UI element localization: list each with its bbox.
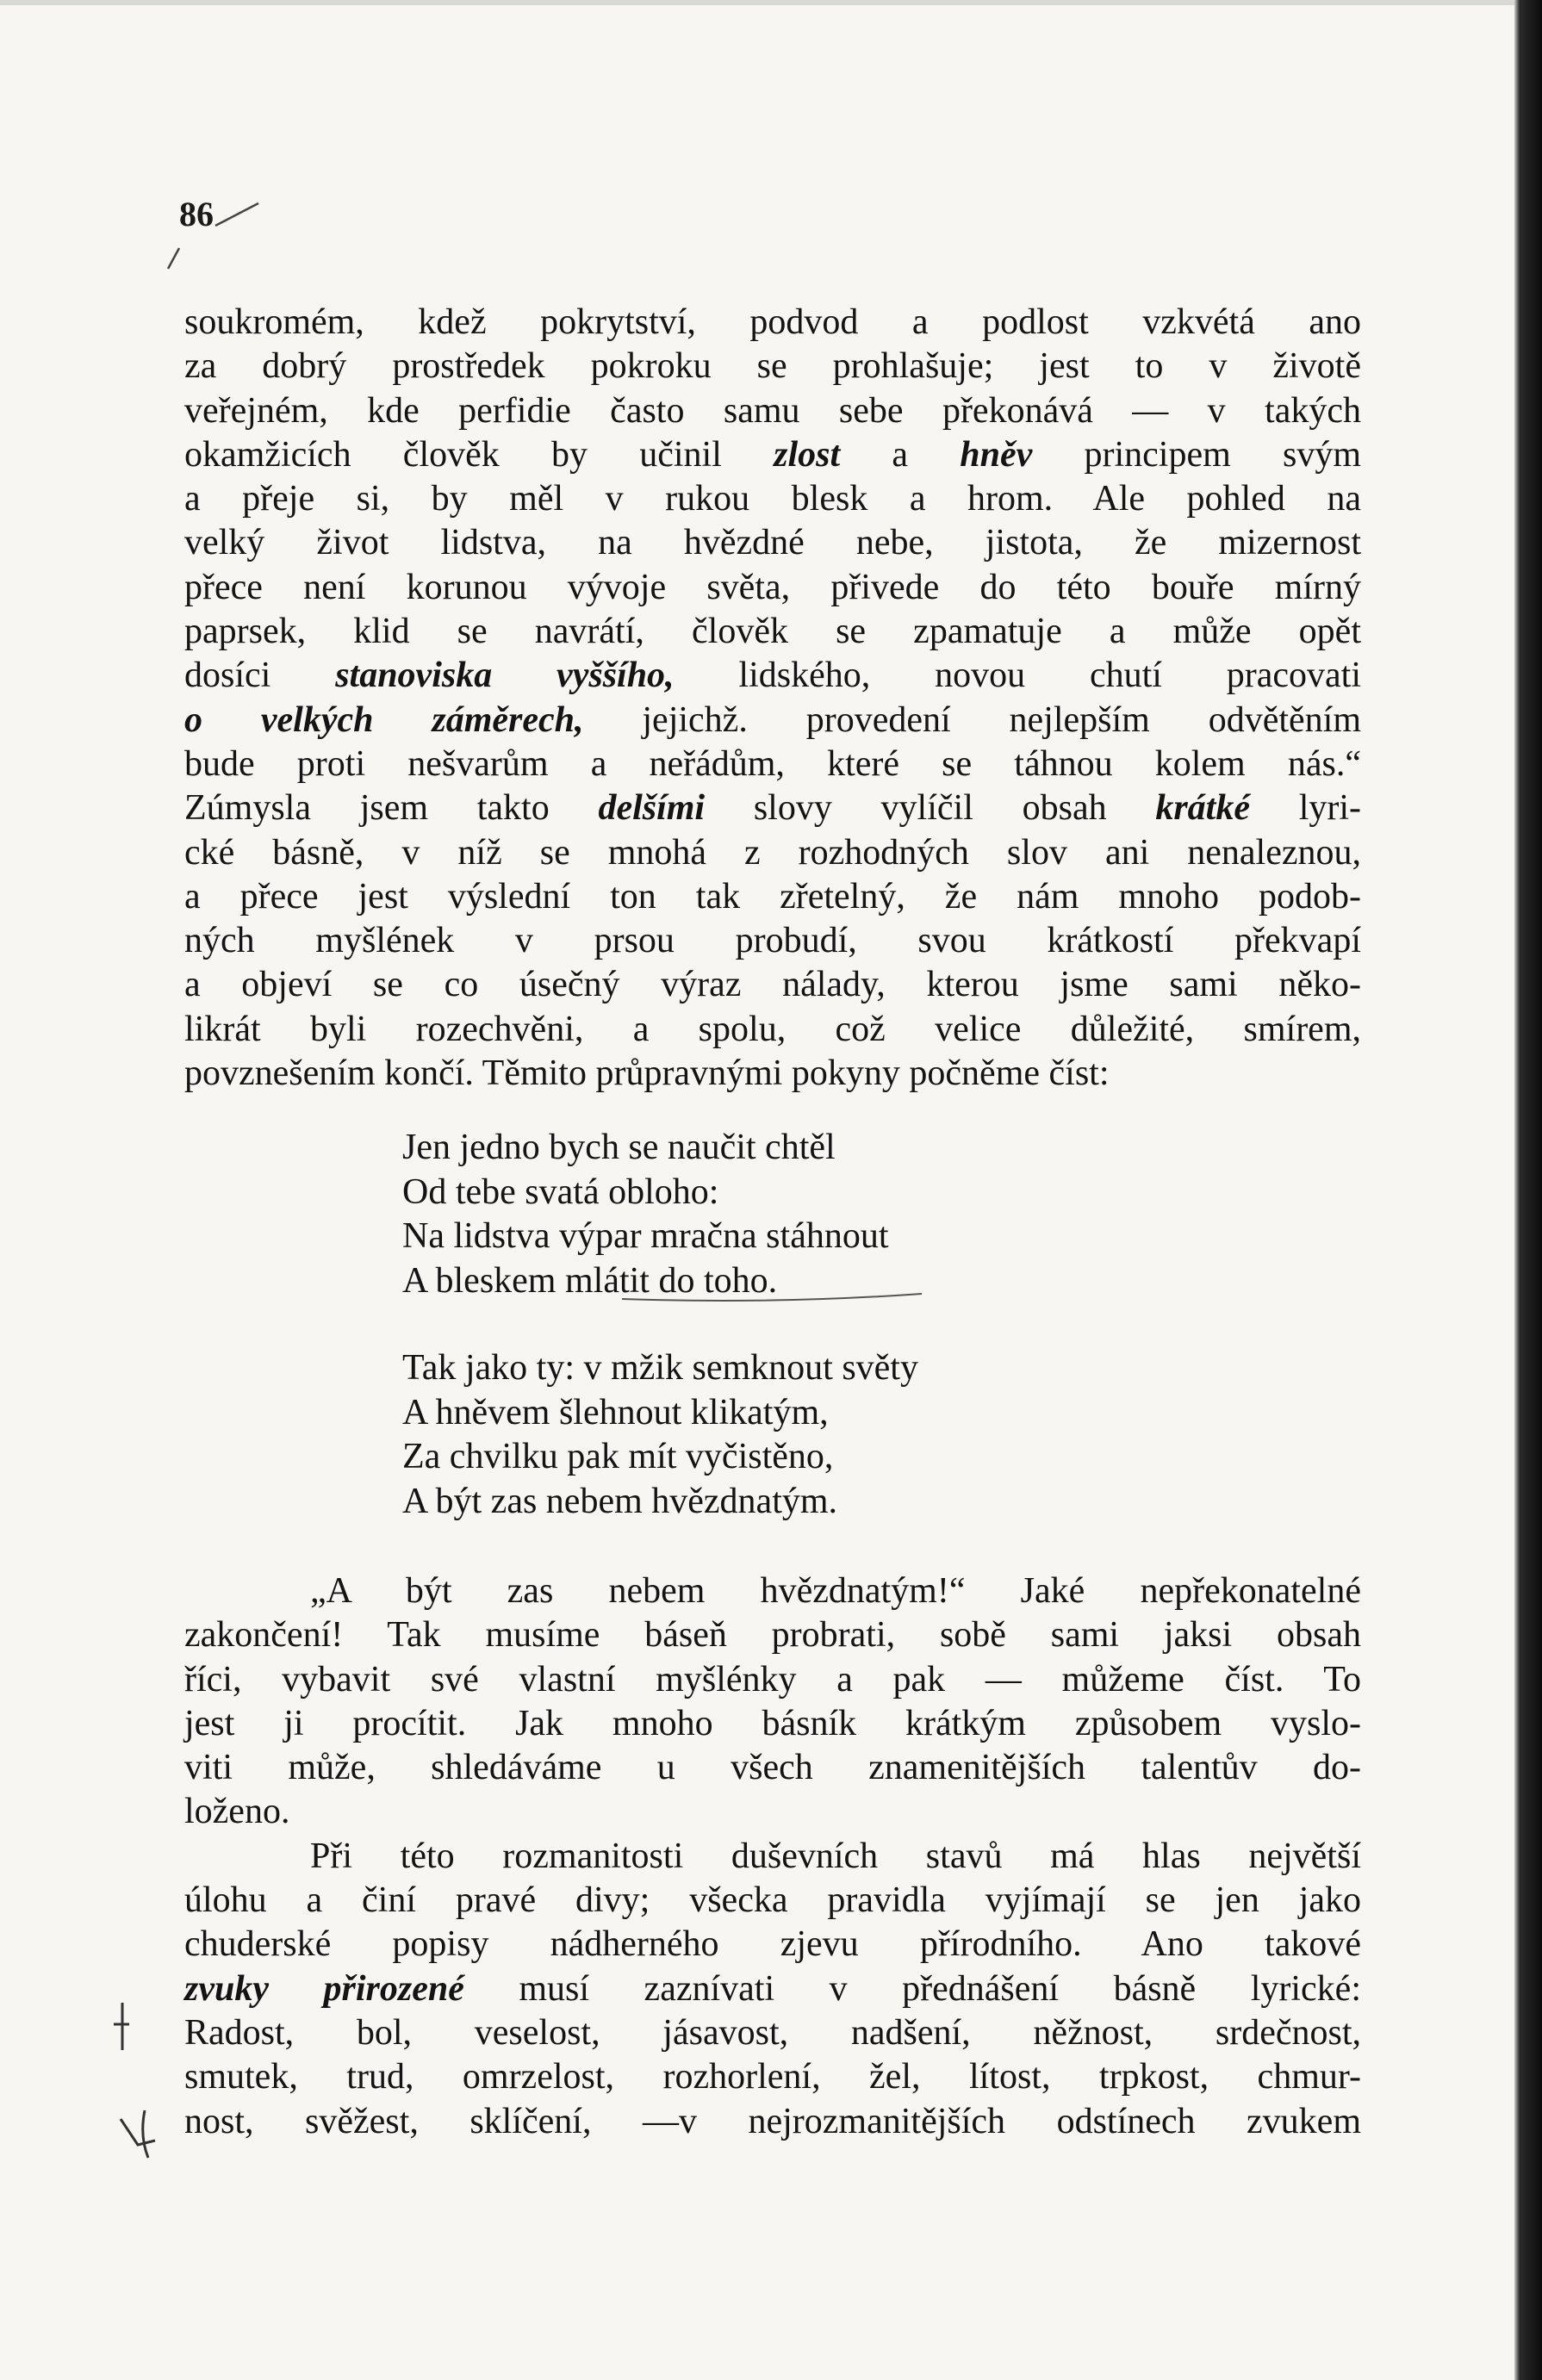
text-line: a objeví se co úsečný výraz nálady, kterou jsme sami něko- [184,965,1361,1005]
text-line: Při této rozmanitosti duševních stavů má hlas největší [310,1836,1361,1876]
poem-verse: Na lidstva výpar mračna stáhnout [402,1216,889,1256]
text-line: soukromém, kdež pokrytství, podvod a podlost vzkvétá ano [184,302,1361,342]
text-line: a přece jest výslední ton tak zřetelný, že nám mnoho podob- [184,876,1361,917]
paragraph-1 [184,301,1361,1096]
text-line: Radost, bol, veselost, jásavost, nadšení, něžnost, srdečnost, [184,2012,1361,2053]
poem-verse: A hněvem šlehnout klikatým, [402,1392,829,1432]
poem [402,1126,918,1567]
text-line: „A být zas nebem hvězdnatým!“ Jaké nepřekonatelné [310,1571,1361,1611]
text-line: zvuky přirozené musí zaznívati v přednášení básně lyrické: [184,1968,1361,2009]
poem-verse: A být zas nebem hvězdnatým. [402,1481,838,1521]
margin-mark [103,1998,181,2171]
text-line: chuderské popisy nádherného zjevu přírodního. Ano takové [184,1924,1361,1965]
text-line: smutek, trud, omrzelost, rozhorlení, žel, lítost, trpkost, chmur- [184,2057,1361,2097]
poem-verse: Za chvilku pak mít vyčistěno, [402,1437,834,1476]
text-line: cké básně, v níž se mnohá z rozhodných slov ani nenaleznou, [184,832,1361,873]
text-line: paprsek, klid se navrátí, člověk se zpamatuje a může opět [184,612,1361,652]
text-line: velký život lidstva, na hvězdné nebe, jistota, že mizernost [184,523,1361,563]
text-line: říci, vybavit své vlastní myšlénky a pak — můžeme číst. To [184,1659,1361,1700]
text-line: dosíci stanoviska vyššího, lidského, novou chutí pracovati [184,656,1362,696]
poem-verse: Tak jako ty: v mžik semknout světy [402,1348,918,1388]
text-line: jest ji procítit. Jak mnoho básník krátkým způsobem vyslo- [184,1703,1361,1743]
text-line: za dobrý prostředek pokroku se prohlašuje; jest to v životě [184,346,1361,387]
text-line: ných myšlének v prsou probudí, svou krátkostí překvapí [184,921,1361,961]
poem-verse: Od tebe svatá obloho: [402,1171,719,1212]
paragraph-2 [184,1569,1361,2144]
poem-verse: A bleskem mlátit do toho. [402,1260,778,1301]
text-line: úlohu a činí pravé divy; všecka pravidla vyjímají se jen jako [184,1880,1361,1921]
text-line: loženo. [184,1792,290,1832]
poem-stanza-1 [402,1126,918,1303]
text-line: přece není korunou vývoje světa, přivede do této bouře mírný [184,567,1361,607]
text-line: bude proti nešvarům a neřádům, které se táhnou kolem nás.“ [184,743,1361,784]
page-number: 86 [179,195,214,233]
text-line: likrát byli rozechvěni, a spolu, což velice důležité, smírem, [184,1009,1361,1049]
text-line: o velkých záměrech, jejichž. provedení nejlepším odvětěním [184,699,1361,740]
text-line: Zúmysla jsem takto delšími slovy vylíčil obsah krátké lyri- [184,788,1361,829]
poem-verse: Jen jedno bych se naučit chtěl [402,1128,836,1167]
poem-stanza-2 [402,1346,918,1524]
text-line: viti může, shledáváme u všech znamenitějších talentův do- [184,1748,1361,1788]
page-spine-shadow [1514,0,1542,2380]
text-line: okamžicích člověk by učinil zlost a hněv principem svým [184,434,1362,475]
text-line: povznešením končí. Těmito průpravnými pokyny počněme číst: [184,1053,1110,1094]
text-line: nost, svěžest, sklíčení, —v nejrozmanitějších odstínech zvukem [184,2101,1361,2141]
page-top-edge [0,0,1542,5]
text-line: a přeje si, by měl v rukou blesk a hrom. Ale pohled na [184,479,1361,519]
text-line: veřejném, kde perfidie často samu sebe překonává — v takých [184,390,1361,431]
text-line: zakončení! Tak musíme báseň probrati, sobě sami jaksi obsah [184,1615,1361,1656]
pencil-mark [164,198,267,276]
pencil-underline [620,1282,930,1308]
